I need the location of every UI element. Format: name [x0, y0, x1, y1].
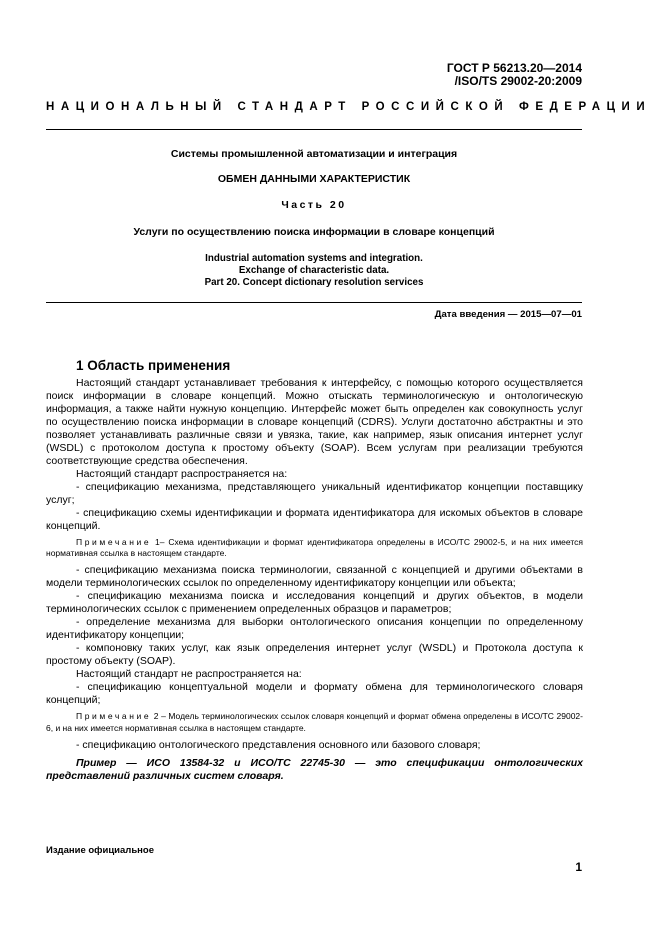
english-title-line: Part 20. Concept dictionary resolution services [204, 277, 424, 288]
paragraph: Настоящий стандарт устанавливает требования к интерфейсу, с помощью которого осуществляется поиск информации в словаре концепций. Можно отыскать терминологическую и онтологическую информация, а также найти нужную концепцию. Интерфейс может быть определен как совокупность услуг по осуществлению поиска информации в словаре концепций (CDRS). Услуги достаточно абстрактны и это позволяет устанавливать различные связи и увязка, такие, как например, язык описания интернет услуг (WSDL) с протоколом доступа к простому объекту (SOAP). Всем услугам при реализации требуются соответствующие средства обеспечения. [46, 377, 583, 467]
paragraph: Настоящий стандарт не распространяется на: [76, 668, 302, 681]
edition-label: Издание официальное [46, 845, 154, 856]
standard-number: ГОСТ Р 56213.20—2014 [446, 61, 582, 75]
paragraph: Настоящий стандарт распространяется на: [76, 468, 288, 480]
part-title: Услуги по осуществлению поиска информации в словаре концепций [133, 226, 495, 238]
example: Пример — ИСО 13584-32 и ИСО/ТС 22745-30 — это спецификации онтологических представлений различных систем словаря. [46, 756, 583, 782]
iso-number: /ISO/TS 29002-20:2009 [454, 74, 582, 88]
title-divider [46, 302, 582, 303]
introduction-date: Дата введения — 2015—07—01 [434, 309, 582, 320]
english-title-line: Exchange of characteristic data. [238, 265, 390, 276]
note-label: Примечание [76, 711, 152, 722]
note [46, 711, 583, 733]
english-title [46, 253, 582, 289]
list-item: - спецификацию механизма, представляющего уникальный идентификатор концепции поставщику услуг; [46, 481, 583, 506]
header-divider [46, 129, 582, 130]
note-text: 1– Схема идентификации и формат идентификатора определены в ИСО/ТС 29002-5, и на них имеется нормативная ссылка в настоящем стандарте. [46, 537, 583, 559]
list-item: - спецификацию механизма поиска терминологии, связанной с концепцией и другими объектами в модели терминологических ссылок по определенному идентификатору концепции или объекта; [46, 564, 583, 590]
part-label: Часть 20 [281, 199, 347, 211]
list-item: - спецификацию онтологического представления основного или базового словаря; [76, 738, 481, 751]
english-title-line: Industrial automation systems and integration. [205, 253, 423, 264]
list-item: - компоновку таких услуг, как язык определения интернет услуг (WSDL) и Протокола доступа к простому объекту (SOAP). [46, 642, 583, 668]
standard-designation [447, 62, 582, 88]
list-item: - спецификацию концептуальной модели и формату обмена для терминологического словаря концепций; [46, 681, 583, 707]
series-title: Системы промышленной автоматизации и интеграция [170, 148, 458, 160]
list-item: - спецификацию схемы идентификации и формата идентификатора для искомых объектов в словаре концепций. [46, 507, 583, 532]
main-title: ОБМЕН ДАННЫМИ ХАРАКТЕРИСТИК [217, 173, 411, 185]
note-label: Примечание [76, 537, 152, 547]
national-standard-banner: НАЦИОНАЛЬНЫЙ СТАНДАРТ РОССИЙСКОЙ ФЕДЕРАЦИИ [46, 101, 652, 113]
section-body [46, 377, 583, 783]
list-item: - определение механизма для выборки онтологического описания концепции по определенному идентификатору концепции; [46, 616, 583, 642]
section-heading: 1 Область применения [76, 358, 231, 373]
note-text: 2 – Модель терминологических ссылок словаря концепций и формат обмена определены в ИСО/ТС 29002-6, и на них имеется нормативная ссылка в настоящем стандарте. [46, 711, 583, 733]
note [46, 537, 583, 559]
page-number: 1 [575, 860, 582, 874]
list-item: - спецификацию механизма поиска и исследования концепций и других объектов, в модели терминологических ссылок с применением определенных образцов и параметров; [46, 590, 583, 616]
